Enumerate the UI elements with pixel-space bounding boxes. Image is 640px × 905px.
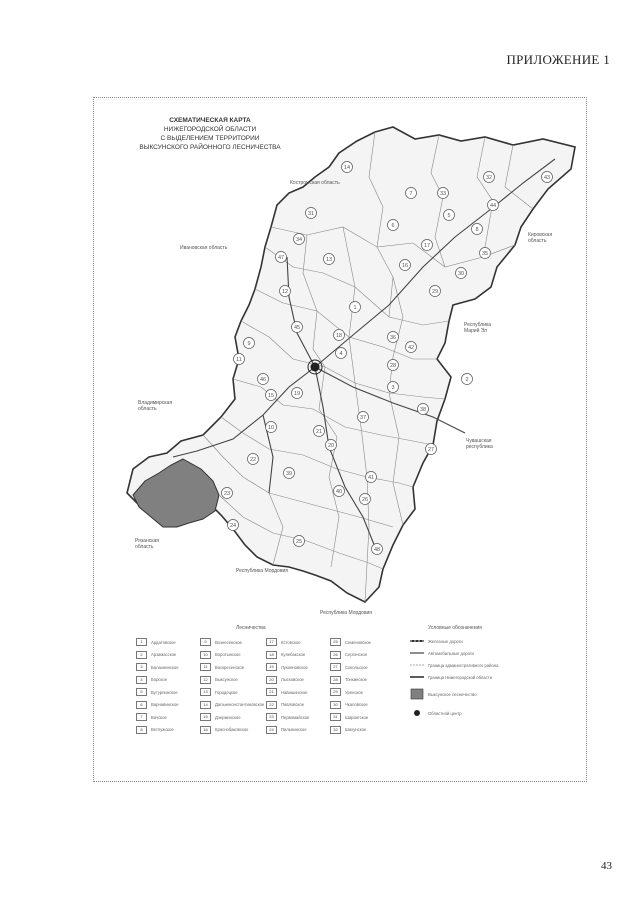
neighbor-kirov: Кировская область — [528, 232, 553, 244]
legend-swatch: 22 — [266, 701, 277, 709]
legend-item — [330, 699, 394, 712]
district-marker — [388, 360, 399, 371]
district-marker-number: 39 — [285, 471, 293, 477]
legend-swatch: 19 — [266, 663, 277, 671]
district-marker — [542, 172, 553, 183]
legend-swatch: 11 — [200, 663, 211, 671]
legend-swatch: 3 — [136, 663, 147, 671]
legend-item — [266, 711, 330, 724]
legend-item — [200, 686, 264, 699]
regional-center-marker — [311, 363, 320, 372]
district-marker-number: 42 — [407, 345, 415, 351]
district-marker-number: 12 — [281, 289, 289, 295]
legend-item — [266, 699, 330, 712]
railway-symbol — [410, 638, 424, 644]
legend-label: Дальнеконстантиновское — [215, 702, 265, 708]
legend-label: Уренское — [345, 689, 364, 695]
legend-label: Краснобаковское — [215, 727, 249, 733]
convention-label: Автомобильные дороги — [428, 650, 474, 656]
legend-item — [136, 674, 200, 687]
district-marker — [480, 248, 491, 259]
conventions-heading: Условные обозначения — [428, 625, 483, 631]
legend-swatch: 27 — [330, 663, 341, 671]
district-marker-number: 40 — [335, 489, 343, 495]
district-marker — [326, 440, 337, 451]
legend-item — [266, 686, 330, 699]
legend-heading: Лесничества — [236, 625, 266, 631]
legend-item — [136, 686, 200, 699]
legend-label: Шахунское — [345, 727, 367, 733]
neighbor-vladimir: Владимирская область — [138, 400, 173, 412]
legend-swatch: 10 — [200, 651, 211, 659]
district-marker — [258, 374, 269, 385]
legend-swatch: 20 — [266, 676, 277, 684]
legend-item — [266, 636, 330, 649]
district-marker — [334, 330, 345, 341]
legend-item — [200, 674, 264, 687]
legend-swatch: 13 — [200, 688, 211, 696]
district-marker-number: 36 — [389, 335, 397, 341]
legend-label: Варнавинское — [151, 702, 179, 708]
legend-label: Сергачское — [345, 652, 368, 658]
district-marker — [444, 210, 455, 221]
district-marker — [358, 412, 369, 423]
legend-label: Навашинское — [281, 689, 308, 695]
legend-label: Воскресенское — [215, 664, 245, 670]
legend-label: Пильнинское — [281, 727, 307, 733]
legend-item — [266, 724, 330, 737]
legend-item — [136, 649, 200, 662]
district-marker-number: 18 — [335, 333, 343, 339]
legend-item — [330, 711, 394, 724]
map-title-line-4: ВЫКСУНСКОГО РАЙОННОГО ЛЕСНИЧЕСТВА — [139, 144, 281, 151]
district-marker — [456, 268, 467, 279]
legend-item — [136, 636, 200, 649]
district-marker-number: 35 — [481, 251, 489, 257]
legend-item — [330, 649, 394, 662]
legend-item — [136, 711, 200, 724]
district-marker-number: 46 — [259, 377, 267, 383]
district-marker-number: 21 — [315, 429, 323, 435]
legend-label: Первомайское — [281, 714, 310, 720]
legend-swatch: 26 — [330, 651, 341, 659]
legend-label: Павловское — [281, 702, 305, 708]
district-marker-number: 15 — [267, 393, 275, 399]
legend-item — [200, 649, 264, 662]
district-marker — [388, 382, 399, 393]
legend-item — [266, 674, 330, 687]
legend-swatch: 16 — [200, 726, 211, 734]
district-marker — [234, 354, 245, 365]
legend-column-4 — [330, 636, 394, 736]
legend-label: Кулебакское — [281, 652, 306, 658]
district-marker — [400, 260, 411, 271]
district-marker — [388, 332, 399, 343]
neighbor-mari-el: Республика Марий Эл — [464, 322, 492, 334]
legend-swatch: 21 — [266, 688, 277, 696]
district-marker — [276, 252, 287, 263]
district-marker — [324, 254, 335, 265]
district-marker-number: 38 — [419, 407, 427, 413]
legend-swatch: 9 — [200, 638, 211, 646]
appendix-label: ПРИЛОЖЕНИЕ 1 — [506, 52, 610, 67]
legend-label: Балахнинское — [151, 664, 179, 670]
district-marker-number: 22 — [249, 457, 257, 463]
legend-column-1 — [136, 636, 200, 736]
district-marker — [248, 454, 259, 465]
legend-item — [200, 636, 264, 649]
district-marker-number: 9 — [247, 341, 251, 347]
district-marker-number: 26 — [361, 497, 369, 503]
legend-item — [266, 661, 330, 674]
regional-center-symbol — [410, 709, 424, 717]
convention-label: Граница административного района — [428, 662, 499, 668]
legend-label: Выксунское — [215, 677, 238, 683]
district-marker — [222, 488, 233, 499]
legend-label: Ветлужское — [151, 727, 174, 733]
district-marker — [430, 286, 441, 297]
district-marker — [426, 444, 437, 455]
neighbor-kostroma: Костромская область — [290, 180, 340, 186]
legend-swatch: 30 — [330, 701, 341, 709]
district-marker — [484, 172, 495, 183]
legend-item — [330, 636, 394, 649]
legend-item — [136, 699, 200, 712]
neighbor-ryazan: Рязанская область — [135, 538, 159, 550]
convention-railway — [410, 636, 500, 646]
district-marker-number: 13 — [325, 257, 333, 263]
legend-swatch: 4 — [136, 676, 147, 684]
district-marker — [472, 224, 483, 235]
legend-swatch: 2 — [136, 651, 147, 659]
page-number: 43 — [601, 860, 612, 872]
district-marker — [406, 188, 417, 199]
district-marker-number: 20 — [327, 443, 335, 449]
district-marker-number: 45 — [293, 325, 301, 331]
legend-swatch: 25 — [330, 638, 341, 646]
legend-swatch: 23 — [266, 713, 277, 721]
district-marker-number: 32 — [485, 175, 493, 181]
legend-label: Сокольское — [345, 664, 368, 670]
district-marker-number: 44 — [489, 203, 497, 209]
district-marker — [422, 240, 433, 251]
district-marker — [438, 188, 449, 199]
legend-column-2 — [200, 636, 264, 736]
district-marker — [228, 520, 239, 531]
legend-item — [136, 661, 200, 674]
district-marker-number: 11 — [236, 357, 242, 363]
district-marker-number: 28 — [389, 363, 397, 369]
legend-label: Шарангское — [345, 714, 369, 720]
conventions-list — [410, 636, 500, 720]
district-marker-number: 37 — [359, 415, 367, 421]
legend-item — [200, 711, 264, 724]
legend-swatch: 24 — [266, 726, 277, 734]
district-marker-number: 33 — [439, 191, 447, 197]
legend-swatch: 29 — [330, 688, 341, 696]
legend-label: Кстовское — [281, 639, 301, 645]
legend-item — [200, 661, 264, 674]
neighbor-mordovia: Республика Мордовия — [236, 568, 288, 574]
legend-item — [330, 661, 394, 674]
legend-label: Лысковское — [281, 677, 304, 683]
district-marker-number: 10 — [267, 425, 275, 431]
legend-item — [200, 724, 264, 737]
convention-vyksa — [410, 688, 500, 700]
district-marker-number: 14 — [343, 165, 351, 171]
legend-label: Вачское — [151, 714, 167, 720]
district-marker — [294, 234, 305, 245]
district-marker — [336, 348, 347, 359]
district-marker — [342, 162, 353, 173]
district-marker — [280, 286, 291, 297]
legend-column-3 — [266, 636, 330, 736]
district-marker — [488, 200, 499, 211]
neighbor-mordovia-south: Республика Мордовия — [320, 610, 372, 616]
district-marker-number: 47 — [277, 255, 285, 261]
legend-swatch: 32 — [330, 726, 341, 734]
map-title-line-2: НИЖЕГОРОДСКОЙ ОБЛАСТИ — [163, 126, 257, 133]
district-marker — [284, 468, 295, 479]
legend-item — [266, 649, 330, 662]
district-marker-number: 25 — [295, 539, 303, 545]
region-boundary-symbol — [410, 674, 424, 680]
district-marker-number: 16 — [401, 263, 409, 269]
legend-item — [330, 674, 394, 687]
district-marker — [388, 220, 399, 231]
district-marker-number: 3 — [391, 385, 395, 391]
legend-label: Арзамасское — [151, 652, 177, 658]
district-marker-number: 7 — [409, 191, 413, 197]
district-marker-number: 29 — [431, 289, 439, 295]
district-marker — [366, 472, 377, 483]
convention-road — [410, 648, 500, 658]
legend-swatch: 1 — [136, 638, 147, 646]
legend-label: Ардатовское — [151, 639, 176, 645]
legend-label: Городецкое — [215, 689, 238, 695]
district-marker-number: 8 — [475, 227, 479, 233]
district-marker-number: 24 — [229, 523, 237, 529]
district-marker-number: 6 — [391, 223, 395, 229]
legend-item — [200, 699, 264, 712]
legend-swatch: 7 — [136, 713, 147, 721]
district-marker — [292, 388, 303, 399]
convention-district-boundary — [410, 660, 500, 670]
legend-item — [330, 686, 394, 699]
district-marker — [292, 322, 303, 333]
legend-item — [136, 724, 200, 737]
convention-label: Железные дороги — [428, 638, 463, 644]
legend-item — [330, 724, 394, 737]
convention-label: Граница Нижегородской области — [428, 674, 492, 680]
legend-label: Воротынское — [215, 652, 241, 658]
district-boundary-symbol — [410, 662, 424, 668]
district-marker-number: 31 — [307, 211, 315, 217]
district-marker-number: 1 — [353, 305, 357, 311]
legend-label: Лукояновское — [281, 664, 308, 670]
district-marker — [406, 342, 417, 353]
district-marker — [244, 338, 255, 349]
district-marker — [462, 374, 473, 385]
district-marker — [266, 422, 277, 433]
district-marker — [294, 536, 305, 547]
region-outline — [127, 127, 575, 602]
district-marker — [350, 302, 361, 313]
district-marker — [306, 208, 317, 219]
legend-swatch: 17 — [266, 638, 277, 646]
district-marker-number: 17 — [423, 243, 431, 249]
legend-swatch: 28 — [330, 676, 341, 684]
map-title-line-1: СХЕМАТИЧЕСКАЯ КАРТА — [169, 117, 251, 124]
district-marker-number: 4 — [339, 351, 343, 357]
convention-label: Выксунское лесничество — [428, 691, 477, 697]
district-marker-number: 48 — [373, 547, 381, 553]
legend-swatch: 14 — [200, 701, 211, 709]
neighbor-chuvashia: Чувашская республика — [466, 438, 493, 450]
legend-label: Борское — [151, 677, 168, 683]
vyksa-swatch — [410, 688, 424, 700]
convention-regional-center — [410, 708, 500, 718]
neighbor-ivanovo: Ивановская область — [180, 245, 228, 251]
district-marker-number: 30 — [457, 271, 465, 277]
legend-swatch: 31 — [330, 713, 341, 721]
district-marker — [418, 404, 429, 415]
legend-swatch: 15 — [200, 713, 211, 721]
legend-swatch: 12 — [200, 676, 211, 684]
district-marker-number: 41 — [367, 475, 375, 481]
legend-label: Вознесенское — [215, 639, 243, 645]
district-marker-number: 23 — [223, 491, 231, 497]
district-marker-number: 19 — [293, 391, 301, 397]
district-marker-number: 34 — [295, 237, 303, 243]
district-marker — [334, 486, 345, 497]
district-marker — [266, 390, 277, 401]
legend-swatch: 6 — [136, 701, 147, 709]
district-marker-number: 2 — [465, 377, 469, 383]
road-symbol — [410, 650, 424, 656]
legend-swatch: 18 — [266, 651, 277, 659]
district-marker — [372, 544, 383, 555]
district-marker — [360, 494, 371, 505]
district-marker-number: 27 — [427, 447, 435, 453]
legend-swatch: 5 — [136, 688, 147, 696]
legend-label: Бутурлинское — [151, 689, 178, 695]
legend-label: Тонкинское — [345, 677, 367, 683]
district-marker-number: 5 — [447, 213, 451, 219]
district-marker — [314, 426, 325, 437]
map-title-line-3: С ВЫДЕЛЕНИЕМ ТЕРРИТОРИИ — [160, 135, 260, 142]
convention-region-boundary — [410, 672, 500, 682]
legend-label: Чкаловское — [345, 702, 368, 708]
legend-label: Семеновское — [345, 639, 372, 645]
convention-label: Областной центр — [428, 710, 462, 716]
district-marker-number: 43 — [543, 175, 551, 181]
legend-swatch: 8 — [136, 726, 147, 734]
legend-label: Дзержинское — [215, 714, 241, 720]
